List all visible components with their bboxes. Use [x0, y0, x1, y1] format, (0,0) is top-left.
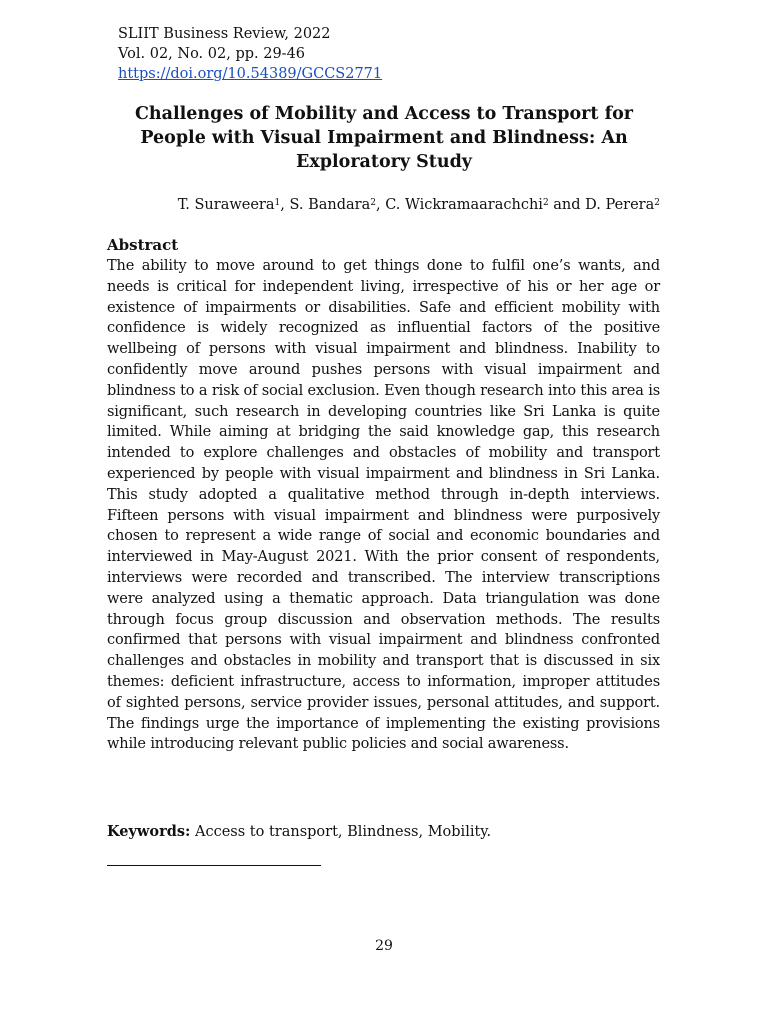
affiliation-mark: 2: [654, 198, 660, 208]
journal-header: [118, 24, 382, 84]
page-number: 29: [375, 938, 393, 954]
abstract-text: The ability to move around to get things done to fulfil one’s wants, and needs is critical for independent living, irrespective of his or her age or existence of impairments or disabilities. Safe and efficient mobility with confidence is widely recognized as influential factors of the positive wellbeing of persons with visual impairment and blindness. Inability to confidently move around pushes persons with visual impairment and blindness to a risk of social exclusion. Even though research into this area is significant, such research in developing countries like Sri Lanka is quite limited. While aiming at bridging the said knowledge gap, this research intended to explore challenges and obstacles of mobility and transport experienced by people with visual impairment and blindness in Sri Lanka. This study adopted a qualitative method through in-depth interviews. Fifteen persons with visual impairment and blindness were purposively chosen to represent a wide range of social and economic boundaries and interviewed in May-August 2021. With the prior consent of respondents, interviews were recorded and transcribed. The interview transcriptions were analyzed using a thematic approach. Data triangulation was done through focus group discussion and observation methods. The results confirmed that persons with visual impairment and blindness confronted challenges and obstacles in mobility and transport that is discussed in six themes: deficient infrastructure, access to information, improper attitudes of sighted persons, service provider issues, personal attitudes, and support. The findings urge the importance of implementing the existing provisions while introducing relevant public policies and social awareness.: [107, 258, 660, 753]
paper-title: Challenges of Mobility and Access to Transport for People with Visual Impairment and Blindness: An Exploratory Study: [135, 104, 633, 172]
affiliation-mark: 2: [370, 198, 376, 208]
abstract-heading: Abstract: [107, 236, 179, 254]
doi-link[interactable]: https://doi.org/10.54389/GCCS2771: [118, 66, 383, 82]
author-3: C. Wickramaarachchi$^2$ and: [385, 197, 586, 213]
volume-info: Vol. 02, No. 02, pp. 29-46: [118, 46, 306, 62]
affiliation-mark: 2: [542, 198, 549, 208]
footnote-divider: [107, 865, 321, 866]
author-list: [106, 195, 660, 215]
journal-name: SLIIT Business Review, 2022: [118, 26, 331, 42]
author-2: S. Bandara$^2$,: [289, 197, 386, 213]
keywords-text: Access to transport, Blindness, Mobility.: [190, 824, 492, 840]
author-1: T. Suraweera$^1$,: [177, 197, 290, 213]
keywords-label: Keywords:: [107, 823, 191, 840]
affiliation-mark: 1: [274, 198, 281, 208]
author-4: D. Perera$^2$: [585, 197, 660, 213]
keywords: [107, 822, 491, 842]
